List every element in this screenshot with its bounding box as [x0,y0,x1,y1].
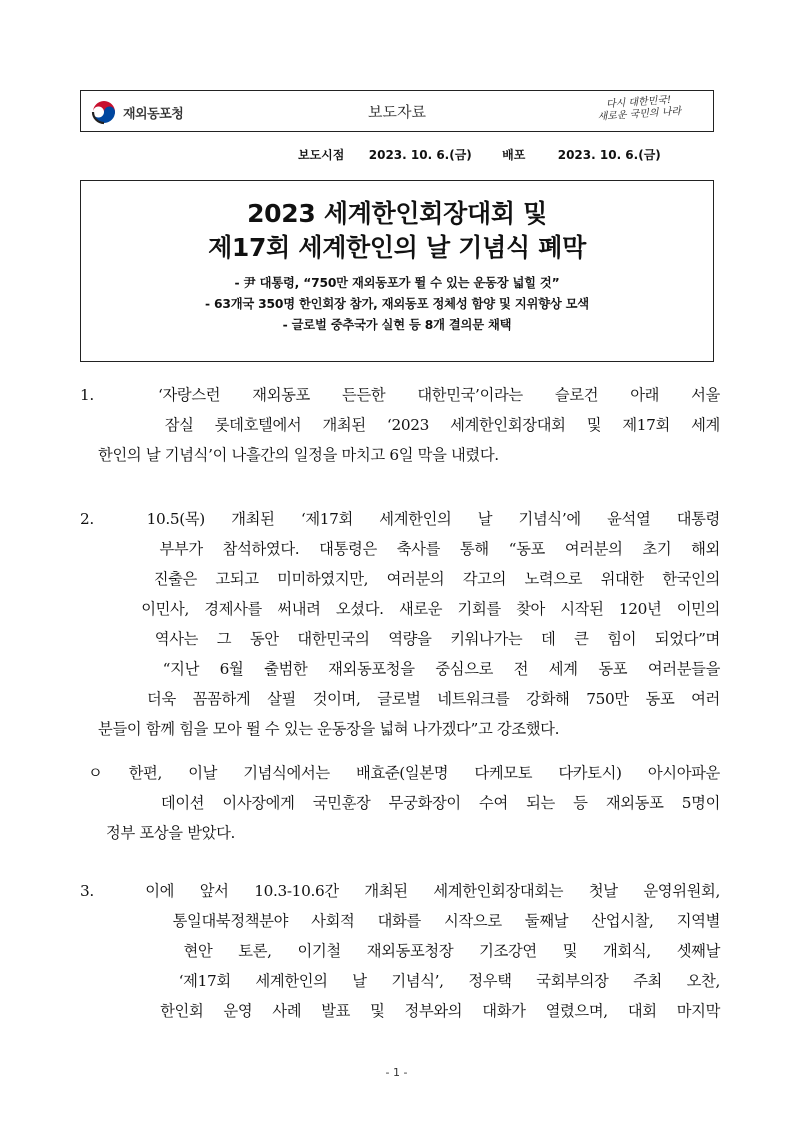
subtitle: - 글로벌 중추국가 실현 등 8개 결의문 채택 [282,318,512,332]
paragraph-line: 데이션 이사장에게 국민훈장 무궁화장이 수여 되는 등 재외동포 5명이 [88,794,720,812]
paragraph-line: 분들이 함께 힘을 모아 뛸 수 있는 운동장을 넓혀 나가겠다”고 강조했다. [80,720,560,738]
main-title-line-2: 제17회 세계한인의 날 기념식 폐막 [208,233,586,262]
doc-type: 보도자료 [368,103,426,121]
subtitle: - 尹 대통령, “750만 재외동포가 뛸 수 있는 운동장 넓힐 것” [234,276,560,290]
paragraph-2 [80,504,720,744]
paragraph-line: “지난 6월 출범한 재외동포청을 중심으로 전 세계 동포 여러분들을 [80,660,720,678]
release-info [298,146,661,163]
paragraph-line: ‘제17회 세계한인의 날 기념식’, 정우택 국회부의장 주최 오찬, [80,972,720,990]
org-name: 재외동포청 [123,106,184,122]
slogan-line-1: 다시 대한민국! [605,94,672,111]
paragraph-line: 더욱 꼼꼼하게 살필 것이며, 글로벌 네트워크를 강화해 750만 동포 여러 [80,690,720,708]
paragraph-line: 역사는 그 동안 대한민국의 역량을 키워나가는 데 큰 힘이 되었다”며 [80,630,720,648]
distribution-label: 배포 [502,148,526,162]
paragraph-1 [80,380,720,470]
distribution-date: 2023. 10. 6.(금) [557,148,661,162]
release-date: 2023. 10. 6.(금) [368,148,472,162]
paragraph-line: 2. 10.5(목) 개최된 ‘제17회 세계한인의 날 기념식’에 윤석열 대통령 [80,510,720,528]
paragraph-line: 이민사, 경제사를 써내려 오셨다. 새로운 기회를 찾아 시작된 120년 이민의 [80,600,720,618]
paragraph-2-sub [88,758,720,848]
main-title-line-1: 2023 세계한인회장대회 및 [247,199,547,228]
paragraph-line: 한인회 운영 사례 발표 및 정부와의 대화가 열렸으며, 대회 마지막 [80,1002,720,1020]
paragraph-line: 잠실 롯데호텔에서 개최된 ‘2023 세계한인회장대회 및 제17회 세계 [80,416,720,434]
header-box [80,90,714,132]
paragraph-3 [80,876,720,1026]
title-box [80,180,714,362]
paragraph-line: 부부가 참석하였다. 대통령은 축사를 통해 “동포 여러분의 초기 해외 [80,540,720,558]
paragraph-line: 1. ‘자랑스런 재외동포 든든한 대한민국’이라는 슬로건 아래 서울 [80,386,720,404]
paragraph-line: 현안 토론, 이기철 재외동포청장 기조강연 및 개회식, 셋째날 [80,942,720,960]
slogan-line-2: 새로운 국민의 나라 [597,106,682,123]
subtitle-list [81,273,713,336]
paragraph-line: 한인의 날 기념식’이 나흘간의 일정을 마치고 6일 막을 내렸다. [80,446,499,464]
paragraph-line: 진출은 고되고 미미하였지만, 여러분의 각고의 노력으로 위대한 한국인의 [80,570,720,588]
paragraph-line: 3. 이에 앞서 10.3-10.6간 개최된 세계한인회장대회는 첫날 운영위원회, [80,882,720,900]
page-number: - 1 - [385,1066,408,1079]
paragraph-line: ㅇ 한편, 이날 기념식에서는 배효준(일본명 다케모토 다카토시) 아시아파운 [88,764,720,782]
paragraph-line: 통일대북정책분야 사회적 대화를 시작으로 둘째날 산업시찰, 지역별 [80,912,720,930]
paragraph-line: 정부 포상을 받았다. [88,824,236,842]
release-time-label: 보도시점 [298,148,345,162]
subtitle: - 63개국 350명 한인회장 참가, 재외동포 정체성 함양 및 지위향상 모색 [205,297,589,311]
